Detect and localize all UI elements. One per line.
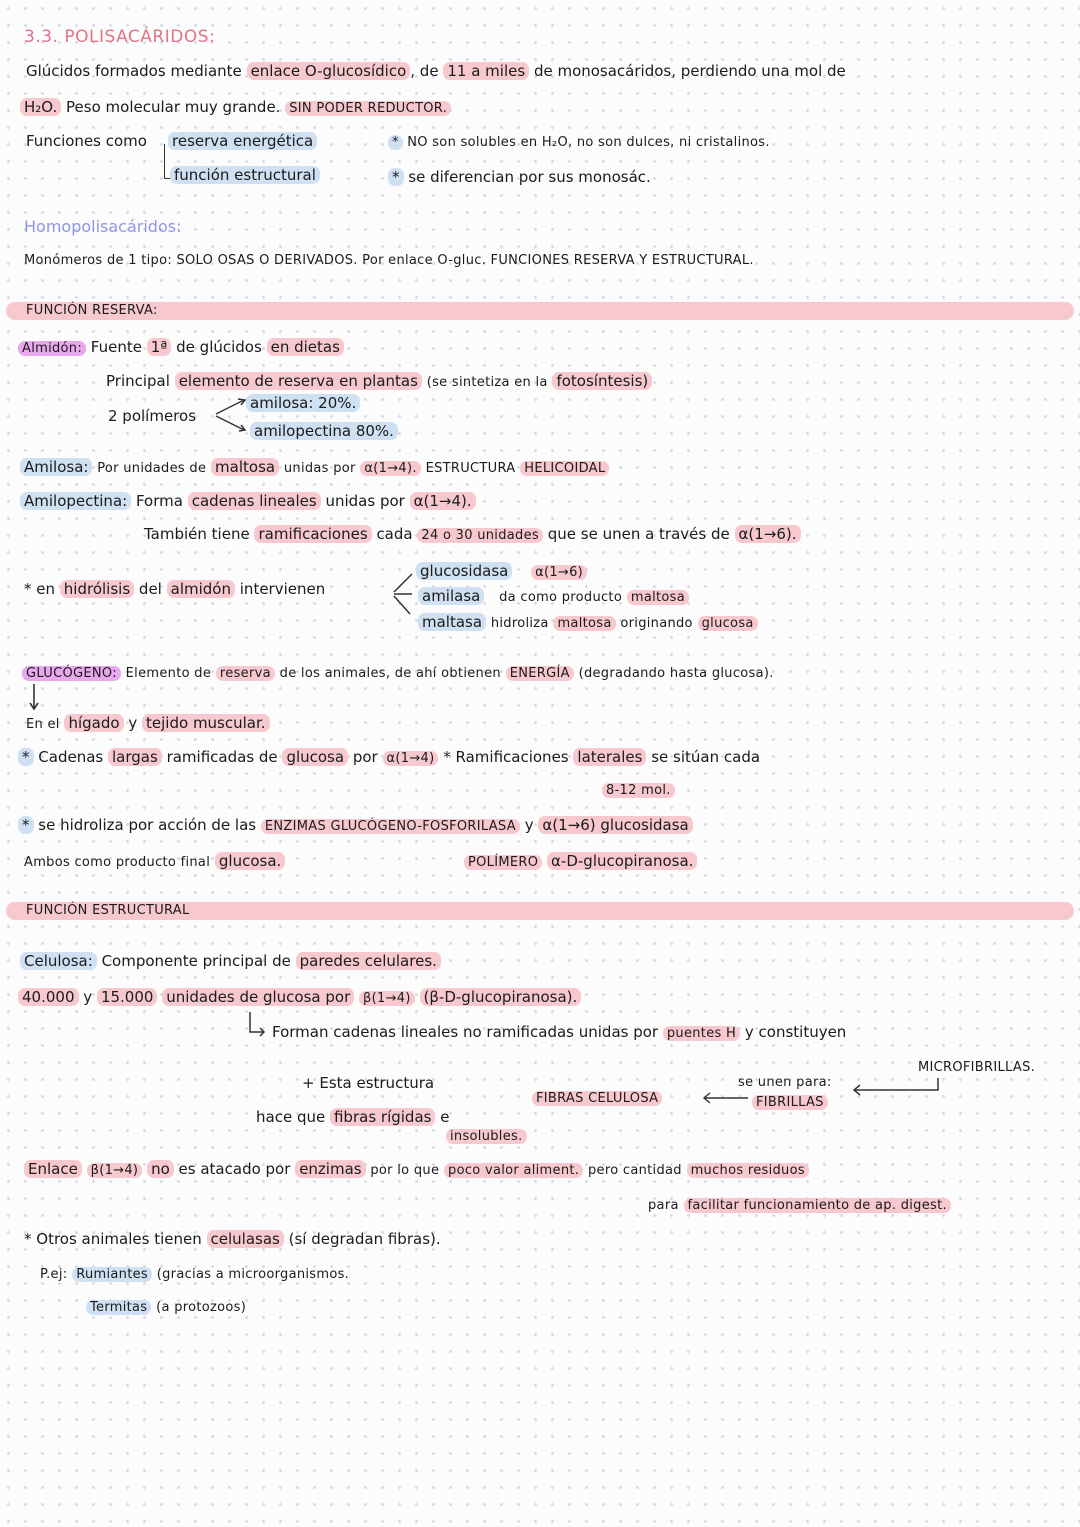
fibras-celulosa: FIBRAS CELULOSA [532,1088,662,1110]
down-arrow-icon [28,684,40,712]
intro-line-1: Glúcidos formados mediante enlace O-glucosídico , de 11 a miles de monosacáridos, perdiendo una mol de [26,62,846,80]
star-icon: * [18,816,34,834]
microfibrillas-arrow-icon [850,1078,942,1100]
polimero-line: POLÍMERO α-D-glucopiranosa. [464,850,697,874]
enzyme-amilasa: amilasa da como producto maltosa [418,585,689,609]
enzyme-arrows-icon [392,568,418,622]
amilosa-pct: amilosa: 20%. [246,392,360,414]
forman-line: Forman cadenas lineales no ramificadas unidas por puentes H y constituyen [272,1023,847,1041]
esta-estructura: + Esta estructura [302,1074,435,1092]
microfibrillas: MICROFIBRILLAS. [918,1060,1036,1075]
corner-arrow-icon [246,1012,268,1040]
cadenas-line: * Cadenas largas ramificadas de glucosa por α(1→4) * Ramificaciones laterales se sitúan cada [18,746,760,770]
note-solubility: * NO son solubles en H₂O, no son dulces, ni cristalinos. [388,132,770,154]
higado-line: En el hígado y tejido muscular. [26,712,270,736]
insolubles: insolubles. [446,1126,527,1148]
page-title: 3.3. POLISACÁRIDOS: [24,27,216,47]
hidrolisis-line: * en hidrólisis del almidón intervienen [24,580,326,598]
ambos-line: Ambos como producto final glucosa. [24,850,285,874]
homo-line: Monómeros de 1 tipo: SOLO OSAS O DERIVADOS. Por enlace O-gluc. FUNCIONES RESERVA Y ESTRUCTURAL. [24,253,754,268]
amilopectina-pct: amilopectina 80%. [250,420,398,442]
unidades-line: 40.000 y 15.000 unidades de glucosa por β(1→4) (β-D-glucopiranosa). [18,986,581,1010]
amilosa-line: Amilosa: Por unidades de maltosa unidas por α(1→4). ESTRUCTURA HELICOIDAL [20,456,609,480]
fibrillas: FIBRILLAS [752,1092,828,1114]
star-icon: * [388,168,404,186]
celulosa-line: Celulosa: Componente principal de paredes celulares. [20,950,441,972]
enzyme-maltasa: maltasa hidroliza maltosa originando glucosa [418,611,758,635]
intro-line-2: H₂O. Peso molecular muy grande. SIN PODER REDUCTOR. [20,96,451,120]
hace-line: hace que fibras rígidas e [256,1108,450,1126]
homo-title: Homopolisacáridos: [24,217,182,236]
principal-line: Principal elemento de reserva en plantas (se sintetiza en la fotosíntesis) [106,370,652,394]
enzyme-glucosidasa: glucosidasa α(1→6) [416,560,587,584]
amilopectina-line: Amilopectina: Forma cadenas lineales unidas por α(1→4). [20,490,476,512]
hidroliza-line: * se hidroliza por acción de las ENZIMAS GLUCÓGENO-FOSFORILASA y α(1→6) glucosidasa [18,814,693,838]
polymers-label: 2 polímeros [108,407,197,425]
otros-line: * Otros animales tienen celulasas (sí degradan fibras). [24,1230,441,1248]
termitas-line: Termitas (a protozoos) [86,1295,246,1319]
functions-label: Funciones como [26,132,147,150]
function-reserve: reserva energética [168,130,317,152]
note-differ: * se diferencian por sus monosác. [388,166,651,188]
almidon-line: Almidón: Fuente 1ª de glúcidos en dietas [18,336,344,360]
enlace-line: Enlace β(1→4) no es atacado por enzimas por lo que poco valor aliment. pero cantidad muchos residuos [24,1158,809,1182]
function-structural: función estructural [170,164,320,186]
pej-line: P.ej: Rumiantes (gracias a microorganismos. [40,1267,350,1282]
para-line: para facilitar funcionamiento de ap. digest. [648,1193,951,1217]
star-icon: * [18,748,34,766]
se-unen: se unen para: [738,1075,832,1090]
ramificaciones-line: También tiene ramificaciones cada 24 o 30 unidades que se unen a través de α(1→6). [144,523,801,547]
reserve-band [6,302,1074,320]
star-icon: * [388,135,403,150]
glucogeno-line: GLUCÓGENO: Elemento de reserva de los animales, de ahí obtienen ENERGÍA (degradando hasta glucosa). [22,661,774,685]
reserve-title: FUNCIÓN RESERVA: [26,303,158,318]
structural-title: FUNCIÓN ESTRUCTURAL [26,903,190,918]
ramificaciones-count: 8-12 mol. [602,780,675,802]
